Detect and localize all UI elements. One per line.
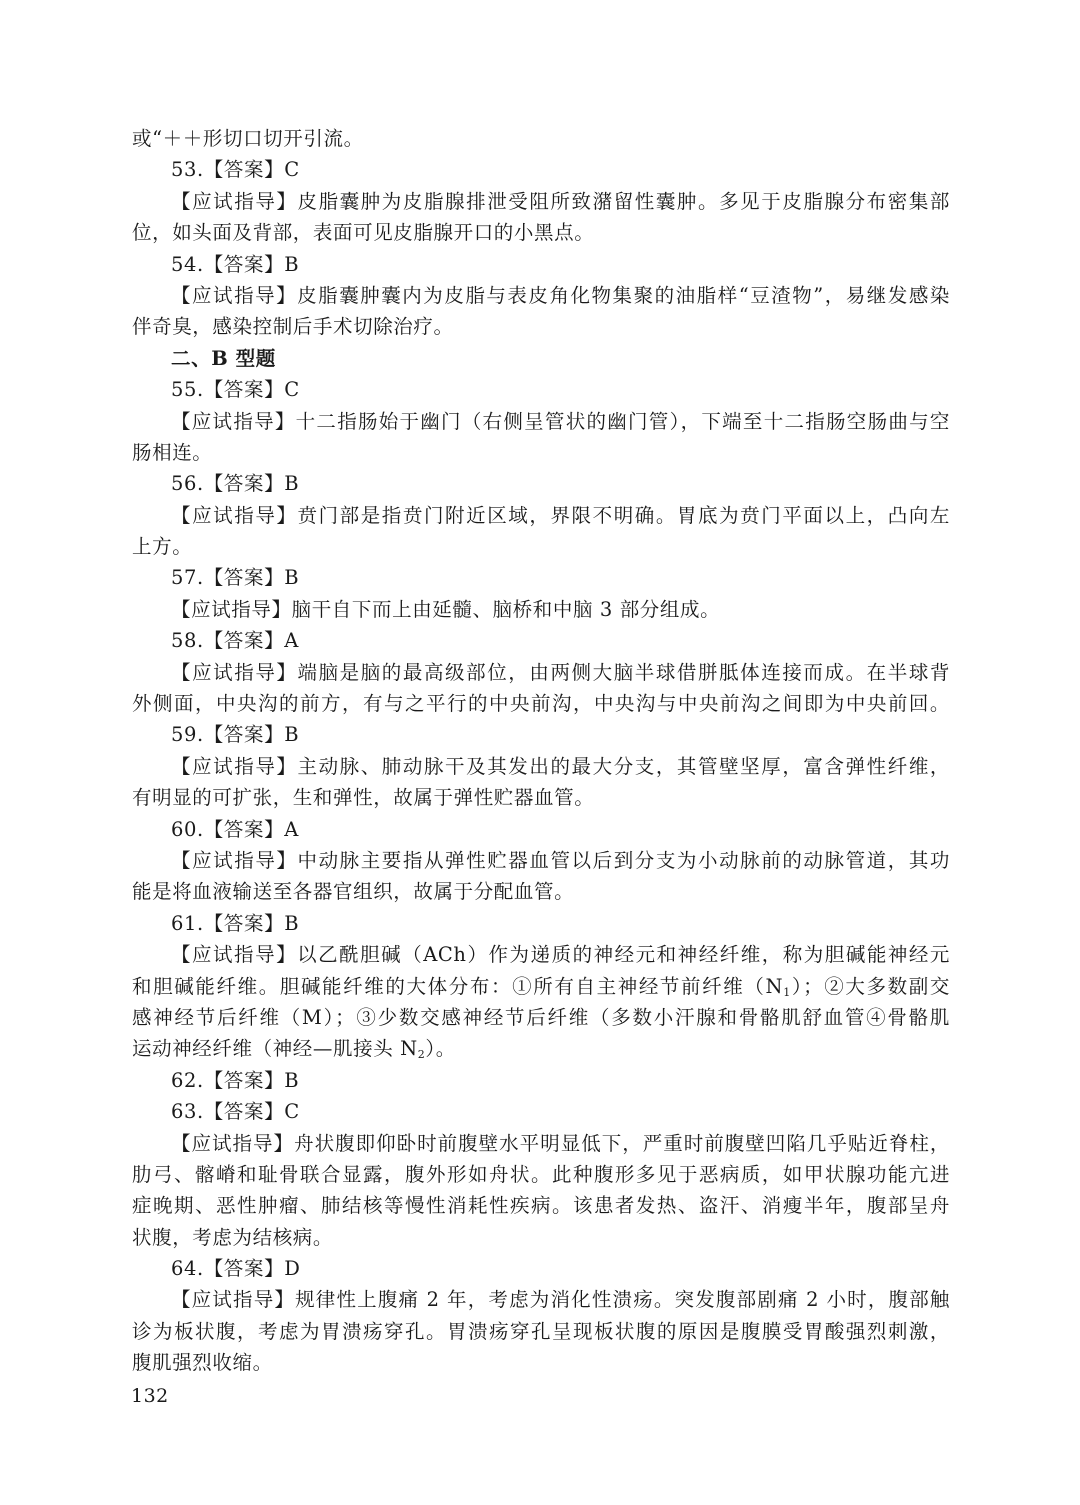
text-line: 能是将血液输送至各器官组织，故属于分配血管。 <box>132 880 575 904</box>
answer-64: 64.【答案】D <box>171 1257 301 1281</box>
answer-63: 63.【答案】C <box>171 1100 300 1124</box>
guide-line: 【应试指导】贲门部是指贲门附近区域，界限不明确。胃底为贲门平面以上，凸向左 <box>171 503 950 527</box>
text-line: 位，如头面及背部，表面可见皮脂腺开口的小黑点。 <box>132 221 595 245</box>
guide-line: 【应试指导】皮脂囊肿为皮脂腺排泄受阻所致潴留性囊肿。多见于皮脂腺分布密集部 <box>171 189 950 213</box>
text-line: 肠相连。 <box>132 440 213 464</box>
subscript: 1 <box>783 985 791 999</box>
guide-line: 【应试指导】中动脉主要指从弹性贮器血管以后到分支为小动脉前的动脉管道，其功 <box>171 848 950 872</box>
page-number: 132 <box>131 1385 169 1407</box>
text-line: 上方。 <box>132 535 193 559</box>
text-line: 感神经节后纤维（M）；③少数交感神经节后纤维（多数小汗腺和骨骼肌舒血管④骨骼肌 <box>132 1005 950 1029</box>
guide-line: 【应试指导】舟状腹即仰卧时前腹壁水平明显低下，严重时前腹壁凹陷几乎贴近脊柱， <box>171 1131 950 1155</box>
text-segment: ）；②大多数副交 <box>790 974 950 998</box>
answer-59: 59.【答案】B <box>171 723 300 747</box>
answer-53: 53.【答案】C <box>171 158 300 182</box>
answer-56: 56.【答案】B <box>171 472 300 496</box>
text-line: 状腹，考虑为结核病。 <box>132 1225 334 1249</box>
text-segment: 运动神经纤维（神经—肌接头 N <box>132 1037 418 1061</box>
text-line: 伴奇臭，感染控制后手术切除治疗。 <box>132 315 454 339</box>
text-line: 肋弓、髂嵴和耻骨联合显露，腹外形如舟状。此种腹形多见于恶病质，如甲状腺功能亢进 <box>132 1162 950 1186</box>
guide-line: 【应试指导】端脑是脑的最高级部位，由两侧大脑半球借胼胝体连接而成。在半球背 <box>171 660 950 684</box>
text-line <box>132 971 950 1002</box>
guide-line: 【应试指导】主动脉、肺动脉干及其发出的最大分支，其管壁坚厚，富含弹性纤维， <box>171 754 950 778</box>
text-line <box>132 1033 950 1064</box>
text-segment: 和胆碱能纤维。胆碱能纤维的大体分布：①所有自主神经节前纤维（N <box>132 974 784 998</box>
answer-58: 58.【答案】A <box>171 629 299 653</box>
answer-62: 62.【答案】B <box>171 1068 300 1092</box>
answer-54: 54.【答案】B <box>171 252 300 276</box>
text-segment: ）。 <box>425 1037 456 1061</box>
text-line: 症晚期、恶性肿瘤、肺结核等慢性消耗性疾病。该患者发热、盗汗、消瘦半年，腹部呈舟 <box>132 1194 950 1218</box>
guide-line: 【应试指导】十二指肠始于幽门（右侧呈管状的幽门管），下端至十二指肠空肠曲与空 <box>171 409 950 433</box>
guide-line: 【应试指导】脑干自下而上由延髓、脑桥和中脑 3 部分组成。 <box>171 597 721 621</box>
subscript: 2 <box>417 1048 426 1062</box>
guide-line: 【应试指导】皮脂囊肿囊内为皮脂与表皮角化物集聚的油脂样“豆渣物”，易继发感染 <box>171 283 950 307</box>
text-line: 腹肌强烈收缩。 <box>132 1351 273 1375</box>
body-text <box>132 123 950 1379</box>
section-heading: 二、B 型题 <box>171 346 276 370</box>
answer-55: 55.【答案】C <box>171 378 300 402</box>
text-line: 有明显的可扩张，生和弹性，故属于弹性贮器血管。 <box>132 786 595 810</box>
text-line: 或“＋＋形切口切开引流。 <box>132 127 364 150</box>
guide-line: 【应试指导】规律性上腹痛 2 年，考虑为消化性溃疡。突发腹部剧痛 2 小时，腹部触 <box>171 1288 950 1312</box>
text-line: 外侧面，中央沟的前方，有与之平行的中央前沟，中央沟与中央前沟之间即为中央前回。 <box>132 692 950 716</box>
answer-60: 60.【答案】A <box>171 817 299 841</box>
answer-61: 61.【答案】B <box>171 911 300 935</box>
text-line: 诊为板状腹，考虑为胃溃疡穿孔。胃溃疡穿孔呈现板状腹的原因是腹膜受胃酸强烈刺激， <box>132 1319 950 1343</box>
answer-57: 57.【答案】B <box>171 566 300 590</box>
guide-line: 【应试指导】以乙酰胆碱（ACh）作为递质的神经元和神经纤维，称为胆碱能神经元 <box>171 943 950 967</box>
